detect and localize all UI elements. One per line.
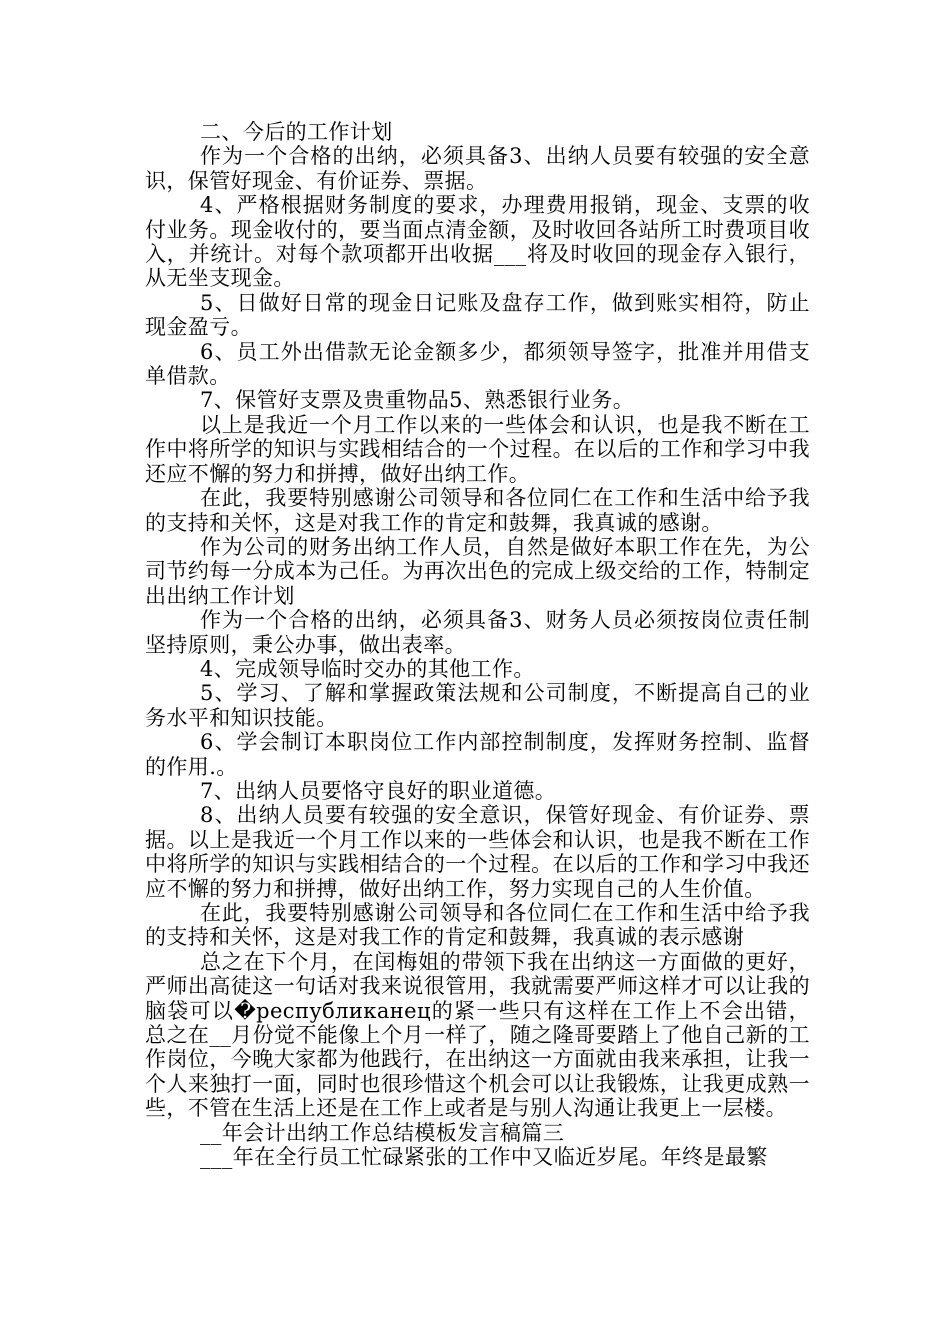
paragraph: 7、保管好支票及贵重物品5、熟悉银行业务。 [200,388,635,413]
paragraph: ___年在全行员工忙碌紧张的工作中又临近岁尾。年终是最繁 [200,1145,768,1170]
paragraph: 7、出纳人员要恪守良好的职业道德。 [200,778,557,803]
paragraph: 4、严格根据财务制度的要求，办理费用报销，现金、支票的收付业务。现金收付的，要当面点清金额，及时收回各站所工时费项目收入，并统计。对每个款项都开出收据___将及时收回的现金存入银行，从无坐支现金。 [145,193,810,291]
paragraph: 在此，我要特别感谢公司领导和各位同仁在工作和生活中给予我的支持和关怀，这是对我工作的肯定和鼓舞，我真诚的感谢。 [145,486,810,535]
paragraph: 总之在下个月，在闰梅姐的带领下我在出纳这一方面做的更好，严师出高徒这一句话对我来说很管用，我就需要严师这样才可以让我的脑袋可以�республиканец的紧一些只有这样在工作上不会出错，总之在__月份觉不能像上个月一样了，随之隆哥要踏上了他自己新的工作岗位，今晚大家都为他践行，在出纳这一方面就由我来承担，让我一个人来独打一面，同时也很珍惜这个机会可以让我锻炼，让我更成熟一些，不管在生活上还是在工作上或者是与别人沟通让我更上一层楼。 [145,949,810,1121]
paragraph: 以上是我近一个月工作以来的一些体会和认识，也是我不断在工作中将所学的知识与实践相结合的一个过程。在以后的工作和学习中我还应不懈的努力和拼搏，做好出纳工作。 [145,412,810,486]
paragraph: 5、学习、了解和掌握政策法规和公司制度，不断提高自己的业务水平和知识技能。 [145,681,810,730]
document-page [145,120,810,1169]
paragraph: 作为公司的财务出纳工作人员，自然是做好本职工作在先，为公司节约每一分成本为己任。为再次出色的完成上级交给的工作，特制定出出纳工作计划 [145,534,810,608]
paragraph: 作为一个合格的出纳，必须具备3、财务人员必须按岗位责任制坚持原则，秉公办事，做出表率。 [145,608,810,657]
paragraph: 6、学会制订本职岗位工作内部控制制度，发挥财务控制、监督的作用.。 [145,730,810,779]
paragraph: 在此，我要特别感谢公司领导和各位同仁在工作和生活中给予我的支持和关怀，这是对我工作的肯定和鼓舞，我真诚的表示感谢 [145,901,810,950]
article-title: __年会计出纳工作总结模板发言稿篇三 [200,1120,565,1145]
paragraph: 作为一个合格的出纳，必须具备3、出纳人员要有较强的安全意识，保管好现金、有价证券、票据。 [145,144,810,193]
paragraph: 5、日做好日常的现金日记账及盘存工作，做到账实相符，防止现金盈亏。 [145,290,810,340]
paragraph: 8、出纳人员要有较强的安全意识，保管好现金、有价证券、票据。以上是我近一个月工作以来的一些体会和认识，也是我不断在工作中将所学的知识与实践相结合的一个过程。在以后的工作和学习中我还应不懈的努力和拼搏，做好出纳工作，努力实现自己的人生价值。 [145,803,810,901]
paragraph: 6、员工外出借款无论金额多少，都须领导签字，批准并用借支单借款。 [145,339,810,389]
paragraph: 4、完成领导临时交办的其他工作。 [200,656,535,681]
section-heading: 二、今后的工作计划 [200,120,393,144]
